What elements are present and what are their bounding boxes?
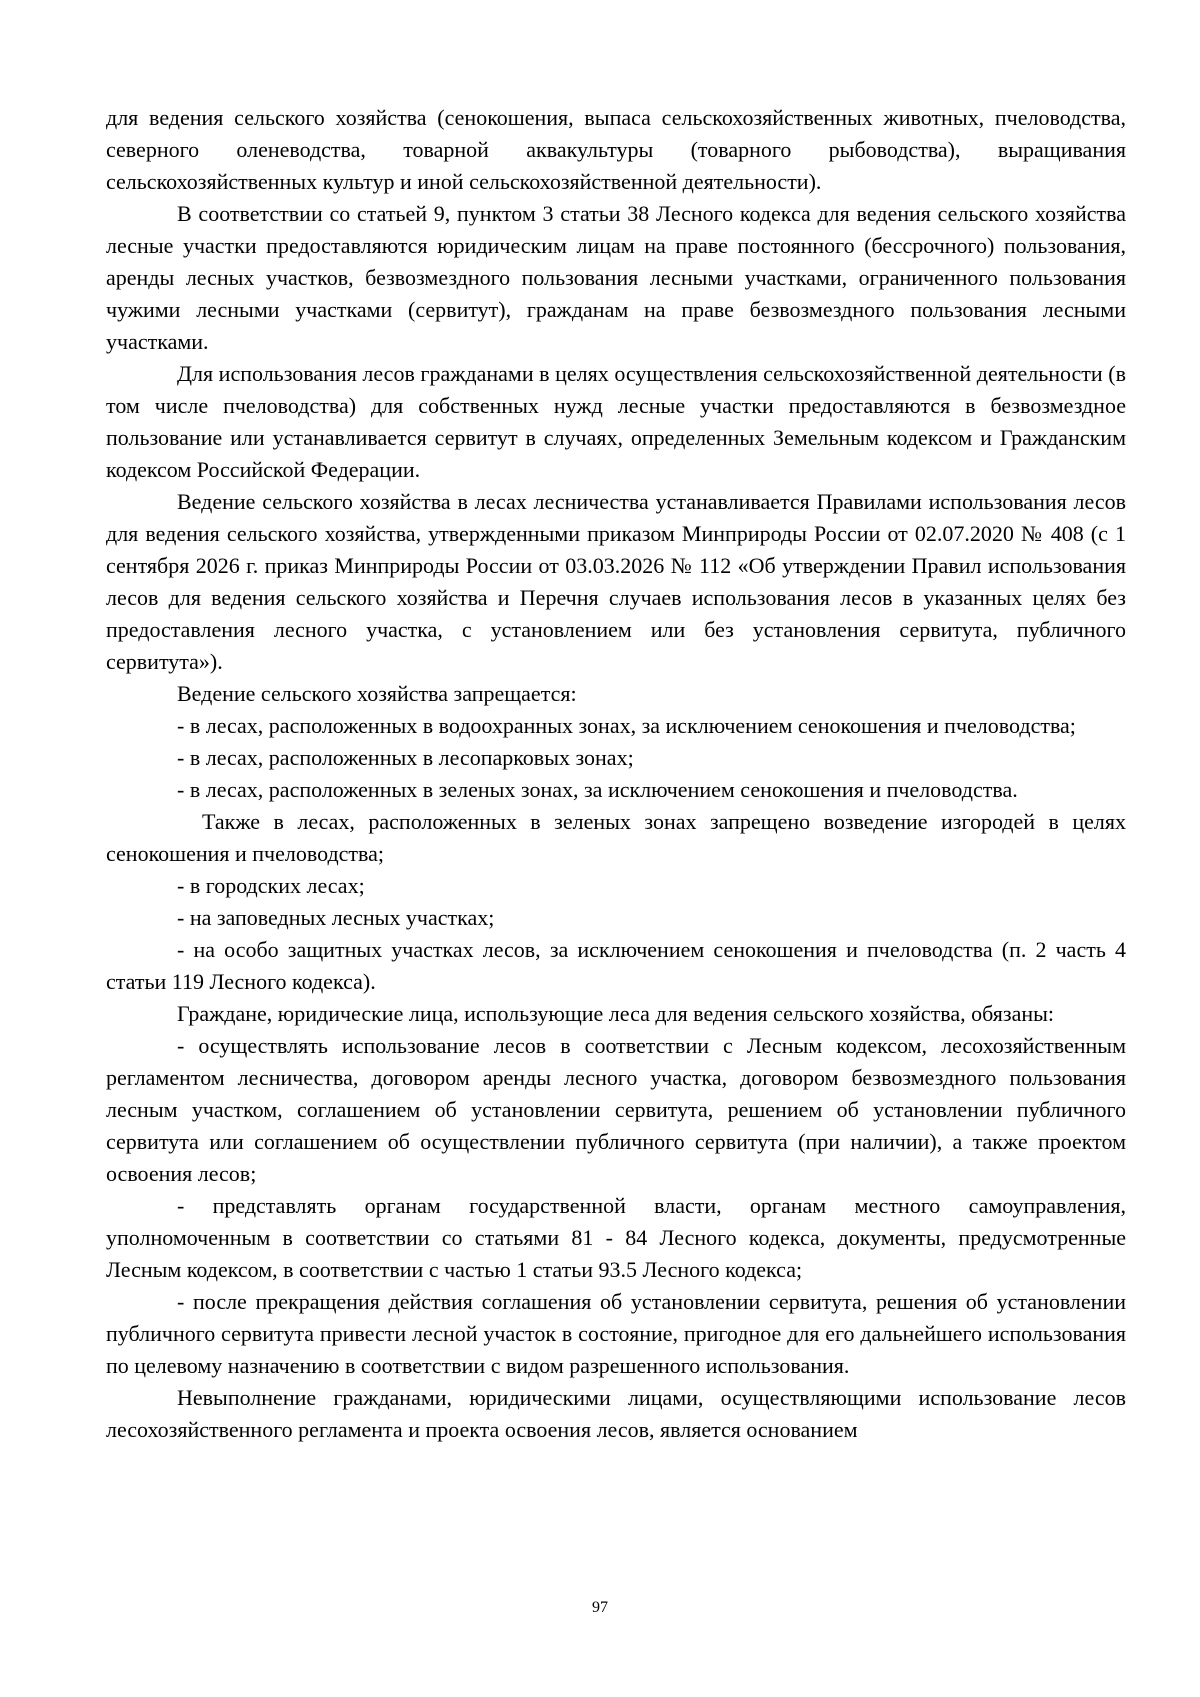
paragraph-forest-plots-provision: В соответствии со статьей 9, пунктом 3 статьи 38 Лесного кодекса для ведения сельского хозяйства лесные участки предоставляются юридическим лицам на праве постоянного (бессрочного) пользования, аренды лесных участков, безвозмездного пользования лесными участками, ограниченного пользования чужими лесными участками (сервитут), гражданам на праве безвозмездного пользования лесными участками. bbox=[106, 201, 1126, 354]
list-item-urban-forests: - в городских лесах; bbox=[177, 873, 365, 898]
list-item-reserved-plots: - на заповедных лесных участках; bbox=[177, 905, 495, 930]
list-item-obligation-restoration: - после прекращения действия соглашения об установлении сервитута, решения об установлении публичного сервитута привести лесной участок в состояние, пригодное для его дальнейшего использования по целевому назначению в соответствии с видом разрешенного использования. bbox=[106, 1289, 1126, 1378]
paragraph-non-compliance: Невыполнение гражданами, юридическими лицами, осуществляющими использование лесов лесохозяйственного регламента и проекта освоения лесов, является основанием bbox=[106, 1385, 1126, 1442]
paragraph-obligations-heading: Граждане, юридические лица, использующие леса для ведения сельского хозяйства, обязаны: bbox=[177, 1001, 1055, 1026]
document-body bbox=[106, 102, 1126, 1446]
paragraph-citizens-use: Для использования лесов гражданами в целях осуществления сельскохозяйственной деятельности (в том числе пчеловодства) для собственных нужд лесные участки предоставляются в безвозмездное пользование или устанавливается сервитут в случаях, определенных Земельным кодексом и Гражданским кодексом Российской Федерации. bbox=[106, 361, 1126, 482]
paragraph-fences-prohibited: Также в лесах, расположенных в зеленых зонах запрещено возведение изгородей в целях сенокошения и пчеловодства; bbox=[106, 809, 1126, 866]
list-item-green-zones: - в лесах, расположенных в зеленых зонах, за исключением сенокошения и пчеловодства. bbox=[177, 777, 1018, 802]
list-item-obligation-compliance: - осуществлять использование лесов в соответствии с Лесным кодексом, лесохозяйственным регламентом лесничества, договором аренды лесного участка, договором безвозмездного пользования лесным участком, соглашением об установлении сервитута, решением об установлении публичного сервитута или соглашением об осуществлении публичного сервитута (при наличии), а также проектом освоения лесов; bbox=[106, 1033, 1126, 1186]
list-item-water-protection-zones: - в лесах, расположенных в водоохранных зонах, за исключением сенокошения и пчеловодства; bbox=[177, 713, 1076, 738]
paragraph-agriculture-rules: Ведение сельского хозяйства в лесах лесничества устанавливается Правилами использования лесов для ведения сельского хозяйства, утвержденными приказом Минприроды России от 02.07.2020 № 408 (с 1 сентября 2026 г. приказ Минприроды России от 03.03.2026 № 112 «Об утверждении Правил использования лесов для ведения сельского хозяйства и Перечня случаев использования лесов в указанных целях без предоставления лесного участка, с установлением или без установления сервитута, публичного сервитута»). bbox=[106, 489, 1126, 674]
paragraph-purposes-continuation: для ведения сельского хозяйства (сенокошения, выпаса сельскохозяйственных животных, пчеловодства, северного оленеводства, товарной аквакультуры (товарного рыбоводства), выращивания сельскохозяйственных культур и иной сельскохозяйственной деятельности). bbox=[106, 105, 1126, 194]
list-item-obligation-documents: - представлять органам государственной власти, органам местного самоуправления, уполномоченным в соответствии со статьями 81 - 84 Лесного кодекса, документы, предусмотренные Лесным кодексом, в соответствии с частью 1 статьи 93.5 Лесного кодекса; bbox=[106, 1193, 1126, 1282]
list-item-specially-protected-plots: - на особо защитных участках лесов, за исключением сенокошения и пчеловодства (п. 2 часть 4 статьи 119 Лесного кодекса). bbox=[106, 937, 1126, 994]
list-item-forest-park-zones: - в лесах, расположенных в лесопарковых зонах; bbox=[177, 745, 634, 770]
paragraph-prohibited-heading: Ведение сельского хозяйства запрещается: bbox=[177, 681, 577, 706]
page-number: 97 bbox=[592, 1599, 608, 1616]
